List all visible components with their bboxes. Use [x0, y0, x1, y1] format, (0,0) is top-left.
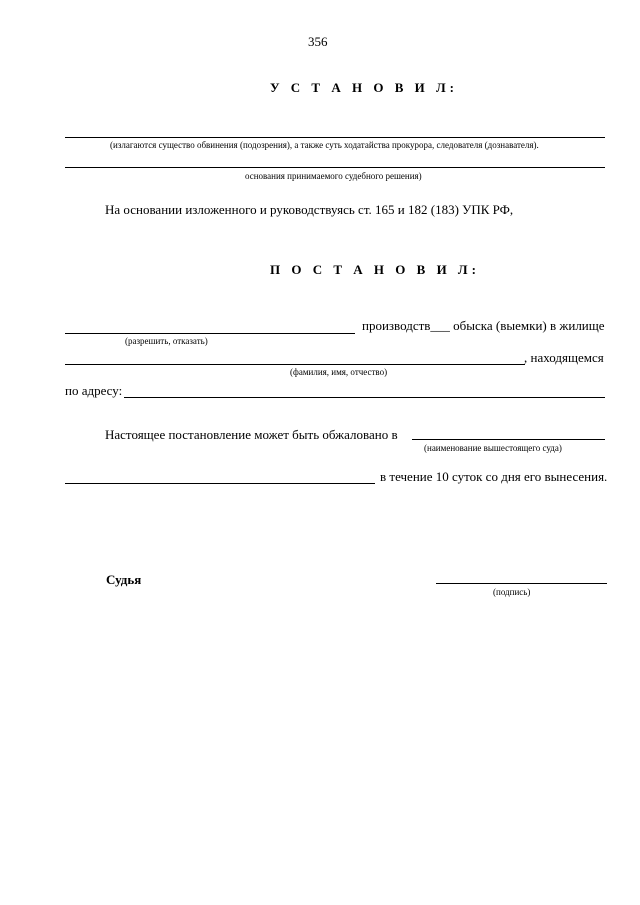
heading-ustanovil: У С Т А Н О В И Л:: [270, 80, 459, 95]
blank-line-charges: [65, 137, 605, 138]
blank-line-court-cont: [65, 483, 375, 484]
search-text: производств___ обыска (выемки) в жилище: [362, 318, 605, 333]
signature-line: [436, 583, 607, 584]
caption-signature: (подпись): [493, 587, 531, 597]
basis-text: На основании изложенного и руководствуясь ст. 165 и 182 (183) УПК РФ,: [105, 202, 514, 217]
judge-label: Судья: [106, 572, 142, 587]
blank-line-grounds: [65, 167, 605, 168]
caption-charges: (излагаются существо обвинения (подозрения), а также суть ходатайства прокурора, следователя (дознавателя).: [110, 140, 539, 150]
blank-line-allow: [65, 333, 355, 334]
blank-line-court: [412, 439, 605, 440]
term-text: в течение 10 суток со дня его вынесения.: [380, 469, 608, 484]
blank-line-address: [124, 397, 605, 398]
caption-court: (наименование вышестоящего суда): [424, 443, 562, 453]
caption-fio: (фамилия, имя, отчество): [290, 367, 388, 377]
blank-line-fio: [65, 364, 525, 365]
address-label: по адресу:: [65, 383, 123, 398]
caption-allow: (разрешить, отказать): [125, 336, 208, 346]
page-number: 356: [308, 34, 328, 49]
located-text: , находящемся: [524, 350, 604, 365]
heading-postanovil: П О С Т А Н О В И Л:: [270, 262, 480, 277]
appeal-text: Настоящее постановление может быть обжаловано в: [105, 427, 398, 442]
caption-grounds: основания принимаемого судебного решения): [245, 171, 422, 181]
